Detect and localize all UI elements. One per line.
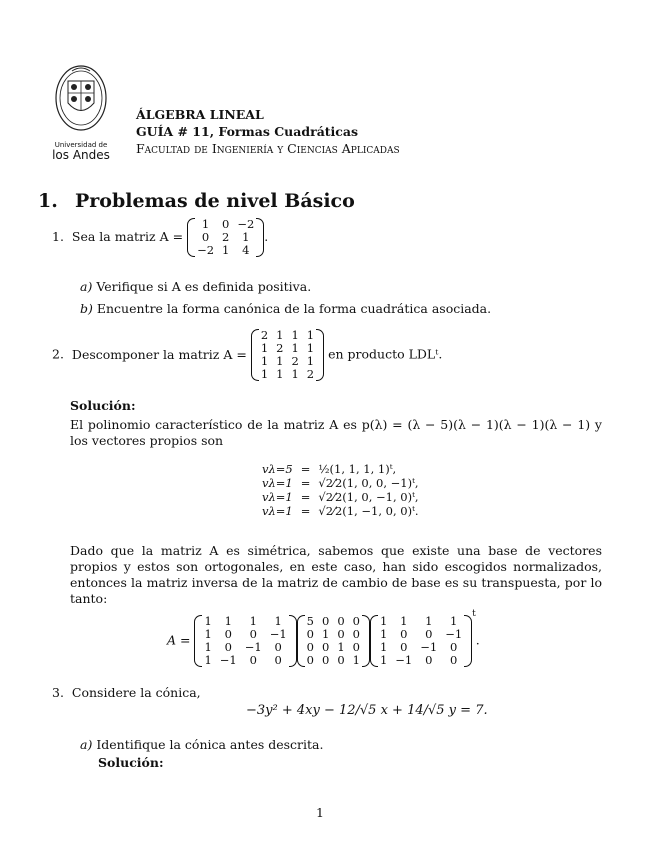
eigenvector-row: vλ=1 = √2⁄2(1, 0, −1, 0)ᵗ, (262, 490, 419, 504)
matrix-p: 1 1 1 1 1 0 0 −1 1 0 −1 0 1 −1 0 0 (194, 615, 296, 667)
decomposition-end: . (475, 632, 480, 648)
conic-equation: −3y² + 4xy − 12/√5 x + 14/√5 y = 7. (246, 703, 488, 718)
guide-title: GUÍA # 11, Formas Cuadráticas (136, 124, 359, 139)
problem-1b (80, 301, 491, 317)
problem-1-end: . (264, 229, 269, 244)
course-title: ÁLGEBRA LINEAL (136, 107, 264, 122)
eigenvector-row: vλ=1 = √2⁄2(1, 0, 0, −1)ᵗ, (262, 476, 419, 490)
eigenvector-list (258, 462, 423, 518)
section-number: 1. (38, 190, 58, 212)
problem-1-number: 1. (52, 229, 64, 244)
problem-2-number: 2. (52, 346, 64, 362)
item-label: a) (80, 737, 93, 752)
problem-1-text: Sea la matriz A = (71, 229, 184, 244)
problem-3-number: 3. (52, 685, 64, 700)
ldl-decomposition (167, 606, 480, 667)
problem-1 (52, 218, 268, 257)
item-text: Encuentre la forma canónica de la forma cuadrática asociada. (96, 301, 492, 316)
faculty-name: Facultad de Ingeniería y Ciencias Aplicadas (136, 141, 400, 156)
problem-2-text: Descomponer la matriz A = (71, 346, 247, 362)
item-label: a) (80, 279, 93, 294)
solution-paragraph-2: Dado que la matriz A es simétrica, sabemos que existe una base de vectores propios y estos son ortogonales, en este caso, han sido escogidos normalizados, entonces la matriz inversa de la matriz de cambio de base es su transpuesta, por lo tanto: (70, 543, 602, 606)
university-logo (50, 63, 112, 162)
matrix-d: 5 0 0 0 0 1 0 0 0 0 1 0 0 0 0 1 (297, 615, 370, 667)
matrix-p-transpose: 1 1 1 1 1 0 0 −1 1 0 −1 0 1 −1 0 0 (370, 615, 472, 667)
item-label: b) (80, 301, 93, 316)
problem-3 (52, 685, 201, 701)
university-seal-icon (50, 63, 112, 138)
matrix-a-4x4: 2 1 1 1 1 2 1 1 1 1 2 1 1 1 1 2 (251, 329, 324, 381)
transpose-mark: t (472, 609, 476, 619)
document-header (136, 106, 400, 157)
section-heading (38, 190, 355, 212)
problem-3-text: Considere la cónica, (71, 685, 201, 700)
eigenvector-row: vλ=5 = ½(1, 1, 1, 1)ᵗ, (262, 462, 397, 476)
logo-caption-bottom: los Andes (52, 148, 110, 162)
item-text: Verifique si A es definida positiva. (96, 279, 312, 294)
logo-caption-top: Universidad de (54, 141, 108, 149)
eigenvector-row: vλ=1 = √2⁄2(1, −1, 0, 0)ᵗ. (262, 504, 419, 518)
solution-label-3: Solución: (98, 755, 164, 770)
problem-2-after: en producto LDLᵗ. (328, 346, 443, 362)
item-text: Identifique la cónica antes descrita. (96, 737, 324, 752)
a-equals: A = (167, 632, 191, 648)
solution-label: Solución: (70, 398, 136, 413)
section-title: Problemas de nivel Básico (75, 190, 355, 212)
problem-3a (80, 737, 323, 753)
page-number: 1 (316, 805, 324, 820)
solution-paragraph-1: El polinomio característico de la matriz A es p(λ) = (λ − 5)(λ − 1)(λ − 1)(λ − 1) y los vectores propios son (70, 417, 602, 448)
matrix-a-3x3: 1 0 −2 0 2 1 −2 1 4 (187, 218, 264, 257)
problem-2 (52, 329, 442, 381)
problem-1a (80, 279, 311, 295)
